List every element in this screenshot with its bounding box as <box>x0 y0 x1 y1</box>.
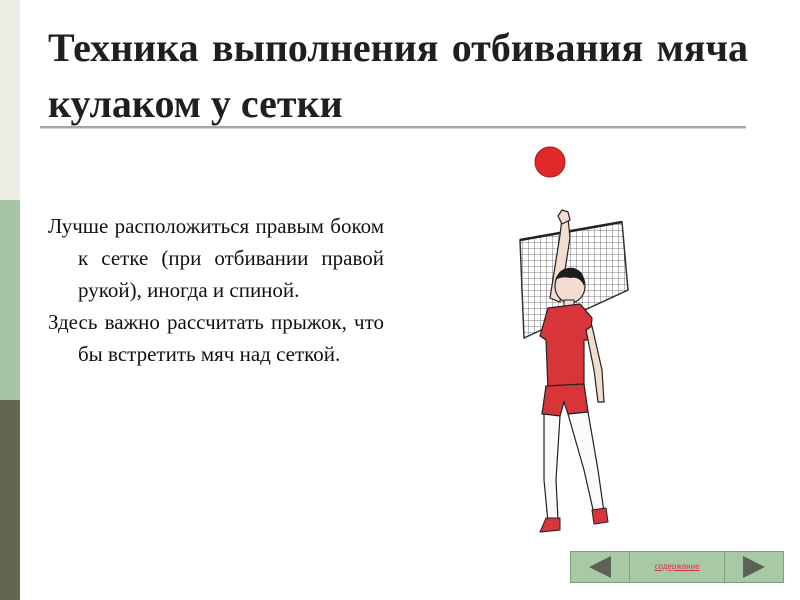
previous-slide-button[interactable] <box>570 551 630 583</box>
next-slide-button[interactable] <box>724 551 784 583</box>
slide-navigation <box>570 551 784 583</box>
arrow-right-icon <box>725 552 783 582</box>
ball <box>535 147 565 177</box>
title-divider <box>40 126 746 128</box>
player-shorts <box>542 384 588 416</box>
contents-link[interactable]: содержание <box>630 551 724 583</box>
player-shirt <box>540 304 592 390</box>
slide-body <box>48 210 384 370</box>
slide-title: Техника выполнения отбивания мяча кулаком у сетки <box>48 25 748 126</box>
side-stripe-top <box>0 0 20 200</box>
arrow-left-icon <box>571 552 629 582</box>
body-paragraph-2: Здесь важно рассчитать прыжок, что бы встретить мяч над сеткой. <box>48 310 384 366</box>
side-stripe-bottom <box>0 400 20 600</box>
body-paragraph-1: Лучше расположиться правым боком к сетке (при отбивании правой рукой), иногда и спиной. <box>48 214 384 302</box>
player-drawing <box>510 140 660 540</box>
side-stripe-middle <box>0 200 20 400</box>
volleyball-player-illustration <box>510 140 660 545</box>
